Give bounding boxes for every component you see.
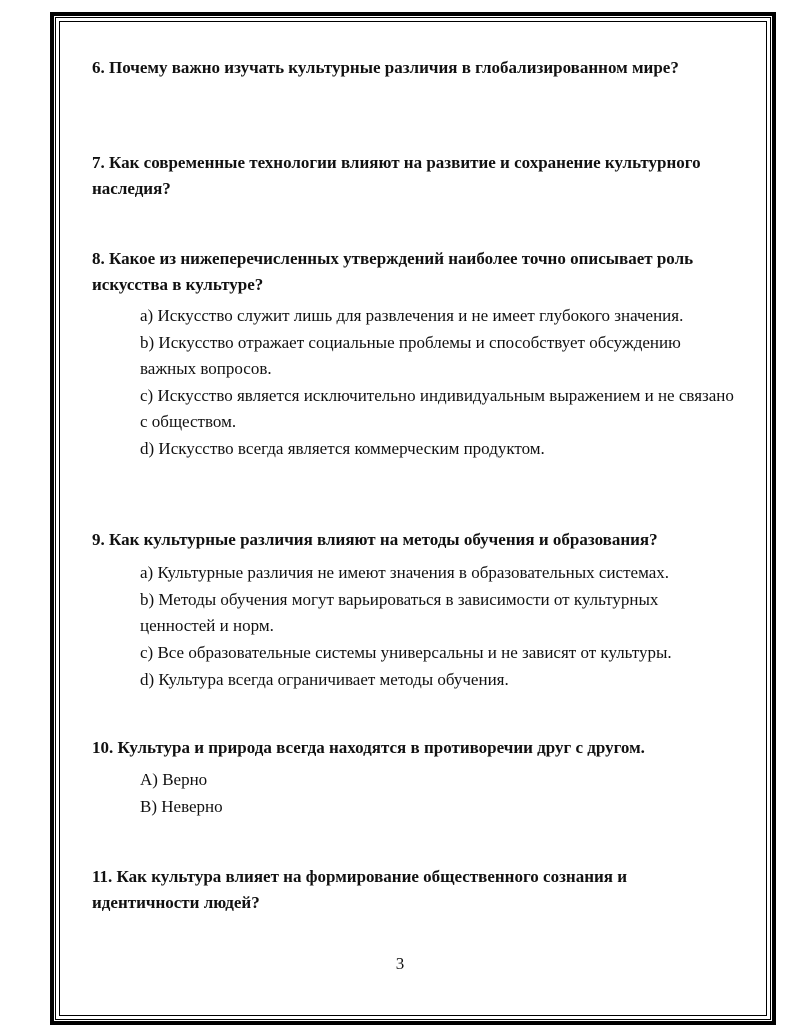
question-9-option-d: d) Культура всегда ограничивает методы обучения. — [140, 670, 509, 689]
question-9-options — [140, 560, 734, 694]
question-11: 11. Как культура влияет на формирование общественного сознания и идентичности людей? — [92, 867, 628, 912]
question-9-option-b: b) Методы обучения могут варьироваться в зависимости от культурных ценностей и норм. — [140, 590, 659, 635]
question-10-options — [140, 767, 734, 821]
question-8-option-d: d) Искусство всегда является коммерческим продуктом. — [140, 439, 545, 458]
question-8-option-c: c) Искусство является исключительно индивидуальным выражением и не связано с обществом. — [140, 386, 734, 431]
question-9-option-a: a) Культурные различия не имеют значения в образовательных системах. — [140, 563, 670, 582]
question-10-option-b: B) Неверно — [140, 797, 223, 816]
question-8-options — [140, 303, 734, 463]
question-9: 9. Как культурные различия влияют на методы обучения и образования? — [92, 530, 658, 549]
page-number: 3 — [395, 954, 405, 973]
question-8-option-b: b) Искусство отражает социальные проблемы и способствует обсуждению важных вопросов. — [140, 333, 681, 378]
question-8: 8. Какое из нижеперечисленных утверждений наиболее точно описывает роль искусства в культуре? — [92, 249, 694, 294]
question-10: 10. Культура и природа всегда находятся в противоречии друг с другом. — [92, 738, 645, 757]
question-6: 6. Почему важно изучать культурные различия в глобализированном мире? — [92, 58, 679, 77]
question-10-option-a: A) Верно — [140, 770, 208, 789]
question-8-option-a: a) Искусство служит лишь для развлечения и не имеет глубокого значения. — [140, 306, 684, 325]
question-7: 7. Как современные технологии влияют на развитие и сохранение культурного наследия? — [92, 153, 701, 198]
question-9-option-c: c) Все образовательные системы универсальны и не зависят от культуры. — [140, 643, 672, 662]
